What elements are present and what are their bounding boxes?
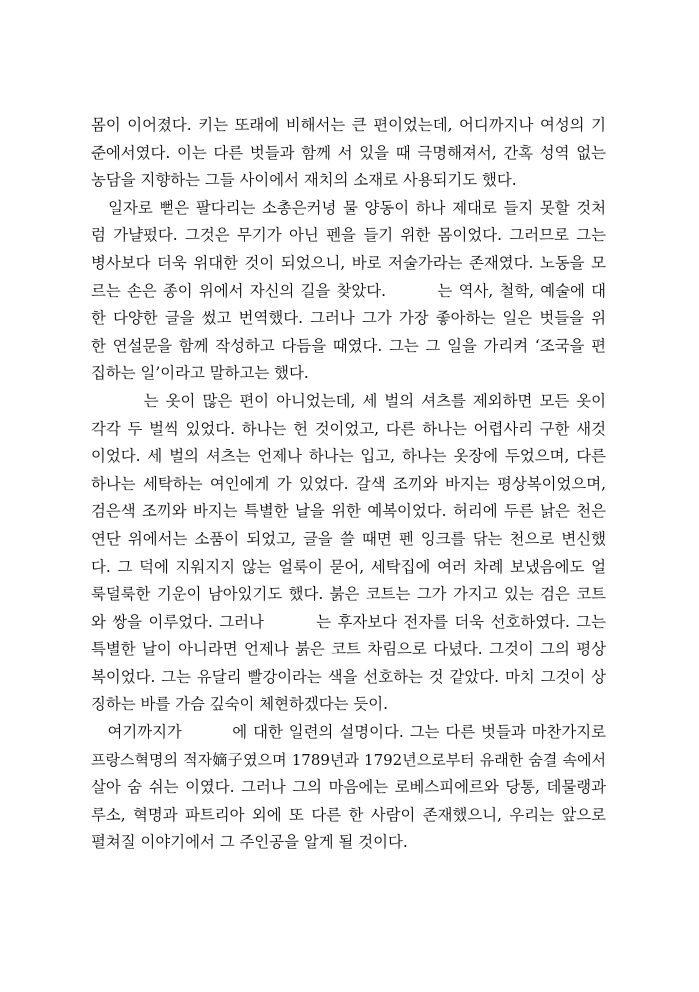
text-line: 복이었다. 그는 유달리 빨강이라는 색을 선호하는 것 같았다. 마치 그것이 상	[91, 667, 606, 686]
text-line: 농담을 지향하는 그들 사이에서 재치의 소재로 사용되기도 했다.	[91, 171, 517, 190]
text-line: 일자로 뻗은 팔다리는 소총은커녕 물 양동이 하나 제대로 들지 못할 것처	[91, 198, 606, 217]
text-line: 는 옷이 많은 편이 아니었는데, 세 벌의 셔츠를 제외하면 모든 옷이	[91, 391, 606, 410]
text-line: 다. 그 덕에 지워지지 않는 얼룩이 묻어, 세탁집에 여러 차례 보냈음에도 얼	[91, 557, 606, 576]
text-line: 특별한 날이 아니라면 언제나 붉은 코트 차림으로 다녔다. 그것이 그의 평상	[91, 640, 606, 659]
text-line: 하나는 세탁하는 여인에게 가 있었다. 갈색 조끼와 바지는 평상복이었으며,	[91, 474, 606, 493]
text-line: 한 다양한 글을 썼고 번역했다. 그러나 그가 가장 좋아하는 일은 벗들을 위	[91, 309, 606, 328]
text-line: 몸이 이어졌다. 키는 또래에 비해서는 큰 편이었는데, 어디까지나 여성의 기	[91, 116, 606, 134]
text-line: 이었다. 세 벌의 셔츠는 언제나 하나는 입고, 하나는 옷장에 두었으며, 다른	[91, 447, 606, 466]
text-line: 프랑스혁명의 적자嫡子였으며 1789년과 1792년으로부터 유래한 숨결 속에서	[91, 750, 606, 769]
text-line: 준에서였다. 이는 다른 벗들과 함께 서 있을 때 극명해져서, 간혹 성역 없는	[91, 143, 606, 162]
text-line: 와 쌍을 이루었다. 그러나 는 후자보다 전자를 더욱 선호하였다. 그는	[91, 612, 606, 631]
text-line: 럼 가냘펐다. 그것은 무기가 아닌 펜을 들기 위한 몸이었다. 그러므로 그는	[91, 226, 606, 245]
body-text	[91, 112, 606, 857]
text-line: 한 연설문을 함께 작성하고 다듬을 때였다. 그는 그 일을 가리켜 ‘조국을 편	[91, 336, 606, 355]
text-line: 루소, 혁명과 파트리아 외에 또 다른 한 사람이 존재했으니, 우리는 앞으로	[91, 805, 606, 824]
text-line: 르는 손은 종이 위에서 자신의 길을 찾았다. 는 역사, 철학, 예술에 대	[91, 281, 606, 300]
text-line: 병사보다 더욱 위대한 것이 되었으니, 바로 저술가라는 존재였다. 노동을 모	[91, 253, 606, 272]
text-line: 룩덜룩한 기운이 남아있기도 했다. 붉은 코트는 그가 가지고 있는 검은 코트	[91, 585, 606, 604]
text-line: 펼쳐질 이야기에서 그 주인공을 알게 될 것이다.	[91, 833, 408, 852]
text-line: 집하는 일’이라고 말하고는 했다.	[91, 364, 309, 383]
text-line: 각각 두 벌씩 있었다. 하나는 헌 것이었고, 다른 하나는 어렵사리 구한 새것	[91, 419, 606, 438]
text-line: 징하는 바를 가슴 깊숙이 체현하겠다는 듯이.	[91, 695, 388, 714]
text-line: 여기까지가 에 대한 일련의 설명이다. 그는 다른 벗들과 마찬가지로	[91, 723, 606, 742]
text-line: 연단 위에서는 소품이 되었고, 글을 쓸 때면 펜 잉크를 닦는 천으로 변신했	[91, 529, 606, 548]
text-line: 살아 숨 쉬는 이였다. 그러나 그의 마음에는 로베스피에르와 당통, 데물랭과	[91, 778, 606, 797]
text-line: 검은색 조끼와 바지는 특별한 날을 위한 예복이었다. 허리에 두른 낡은 천은	[91, 502, 606, 521]
